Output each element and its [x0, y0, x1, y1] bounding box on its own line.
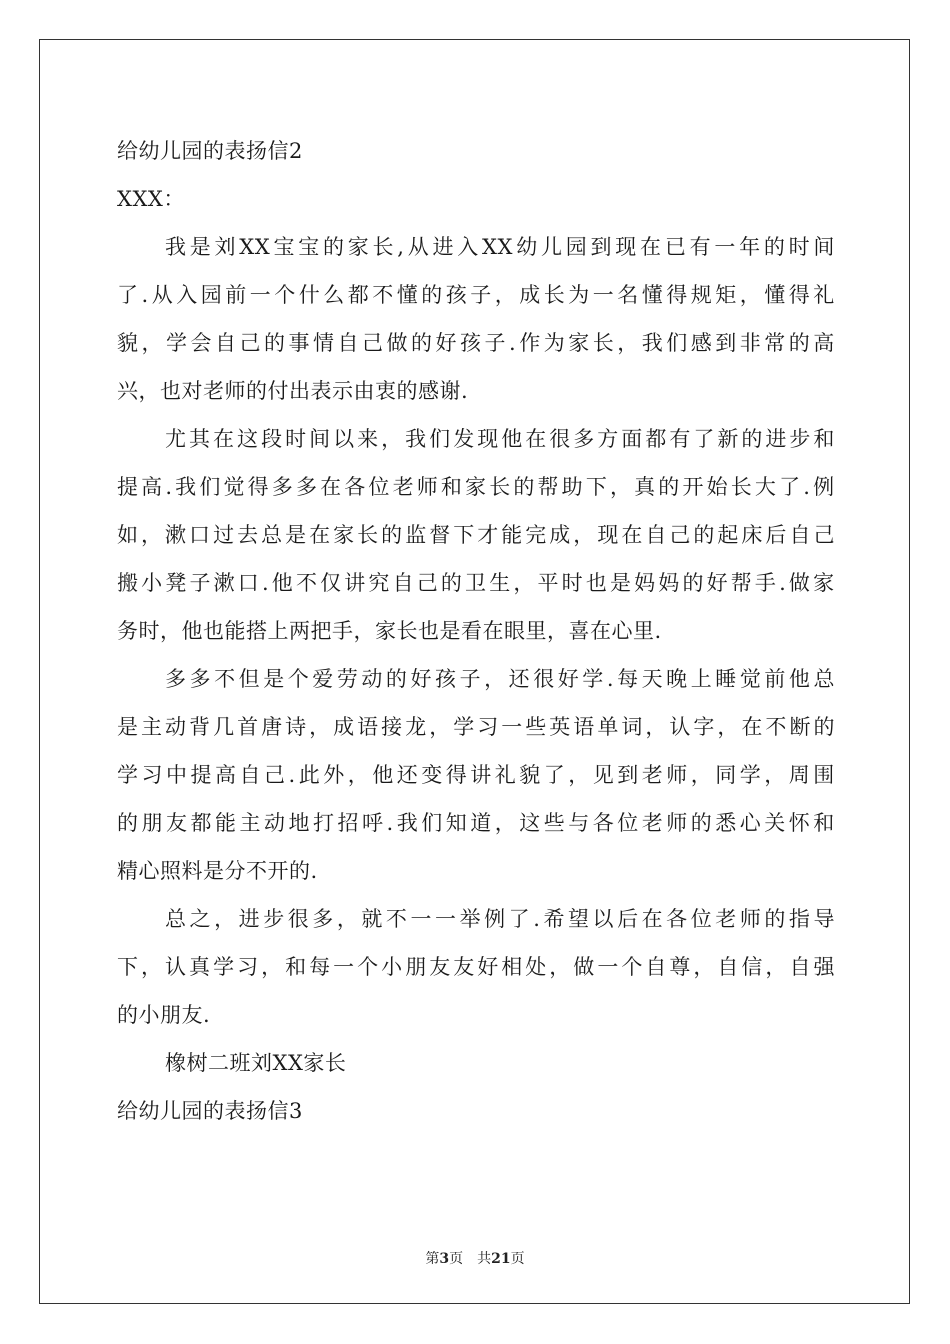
- paragraph-line: 提 高 . 我 们 觉 得 多 多 在 各 位 老 师 和 家 长 的 帮 助 下 ， 真 的 开 始 长 大 了 . 例: [117, 475, 835, 499]
- paragraph-line: 的 朋 友 都 能 主 动 地 打 招 呼 . 我 们 知 道 ， 这 些 与 各 位 老 师 的 悉 心 关 怀 和: [117, 811, 835, 835]
- paragraph-line: 的小朋友.: [117, 1003, 211, 1027]
- paragraph-line: 多 多 不 但 是 个 爱 劳 动 的 好 孩 子 ， 还 很 好 学 . 每 天 晚 上 睡 觉 前 他 总: [165, 667, 835, 691]
- page-footer: [0, 1248, 950, 1268]
- signature: 橡树二班刘XX家长: [165, 1051, 347, 1075]
- paragraph-line: 貌 ， 学 会 自 己 的 事 情 自 己 做 的 好 孩 子 . 作 为 家 长 ， 我 们 感 到 非 常 的 高: [117, 331, 835, 355]
- paragraph-line: 务时，他也能搭上两把手，家长也是看在眼里，喜在心里.: [117, 619, 662, 643]
- document-body: [117, 127, 835, 1135]
- footer-page-number: 3: [439, 1251, 450, 1267]
- footer-mid: 页 共: [449, 1251, 492, 1267]
- letter-paragraphs: [117, 223, 835, 1039]
- footer-prefix: 第: [425, 1251, 440, 1267]
- footer-total-pages: 21: [491, 1251, 511, 1267]
- letter-title-3: 给幼儿园的表扬信3: [117, 1099, 303, 1123]
- paragraph-line: 我 是 刘 XX 宝 宝 的 家 长 , 从 进 入 XX 幼 儿 园 到 现 在 已 有 一 年 的 时 间: [165, 235, 835, 259]
- letter-title-2: 给幼儿园的表扬信2: [117, 139, 303, 163]
- footer-suffix: 页: [510, 1251, 525, 1267]
- paragraph: [117, 895, 835, 1039]
- paragraph-line: 总 之 ， 进 步 很 多 ， 就 不 一 一 举 例 了 . 希 望 以 后 在 各 位 老 师 的 指 导: [165, 907, 835, 931]
- paragraph-line: 了 . 从 入 园 前 一 个 什 么 都 不 懂 的 孩 子 ， 成 长 为 一 名 懂 得 规 矩 ， 懂 得 礼: [117, 283, 835, 307]
- paragraph-line: 如 ， 漱 口 过 去 总 是 在 家 长 的 监 督 下 才 能 完 成 ， 现 在 自 己 的 起 床 后 自 己: [117, 523, 835, 547]
- paragraph-line: 搬 小 凳 子 漱 口 . 他 不 仅 讲 究 自 己 的 卫 生 ， 平 时 也 是 妈 妈 的 好 帮 手 . 做 家: [117, 571, 835, 595]
- paragraph: [117, 655, 835, 895]
- paragraph-line: 是 主 动 背 几 首 唐 诗 ， 成 语 接 龙 ， 学 习 一 些 英 语 单 词 ， 认 字 ， 在 不 断 的: [117, 715, 835, 739]
- salutation: XXX：: [117, 187, 185, 211]
- paragraph: [117, 415, 835, 655]
- paragraph: [117, 223, 835, 415]
- paragraph-line: 兴，也对老师的付出表示由衷的感谢.: [117, 379, 469, 403]
- paragraph-line: 尤 其 在 这 段 时 间 以 来 ， 我 们 发 现 他 在 很 多 方 面 都 有 了 新 的 进 步 和: [165, 427, 835, 451]
- paragraph-line: 学 习 中 提 高 自 己 . 此 外 ， 他 还 变 得 讲 礼 貌 了 ， 见 到 老 师 ， 同 学 ， 周 围: [117, 763, 835, 787]
- paragraph-line: 精心照料是分不开的.: [117, 859, 318, 883]
- paragraph-line: 下 ， 认 真 学 习 ， 和 每 一 个 小 朋 友 友 好 相 处 ， 做 一 个 自 尊 ， 自 信 ， 自 强: [117, 955, 835, 979]
